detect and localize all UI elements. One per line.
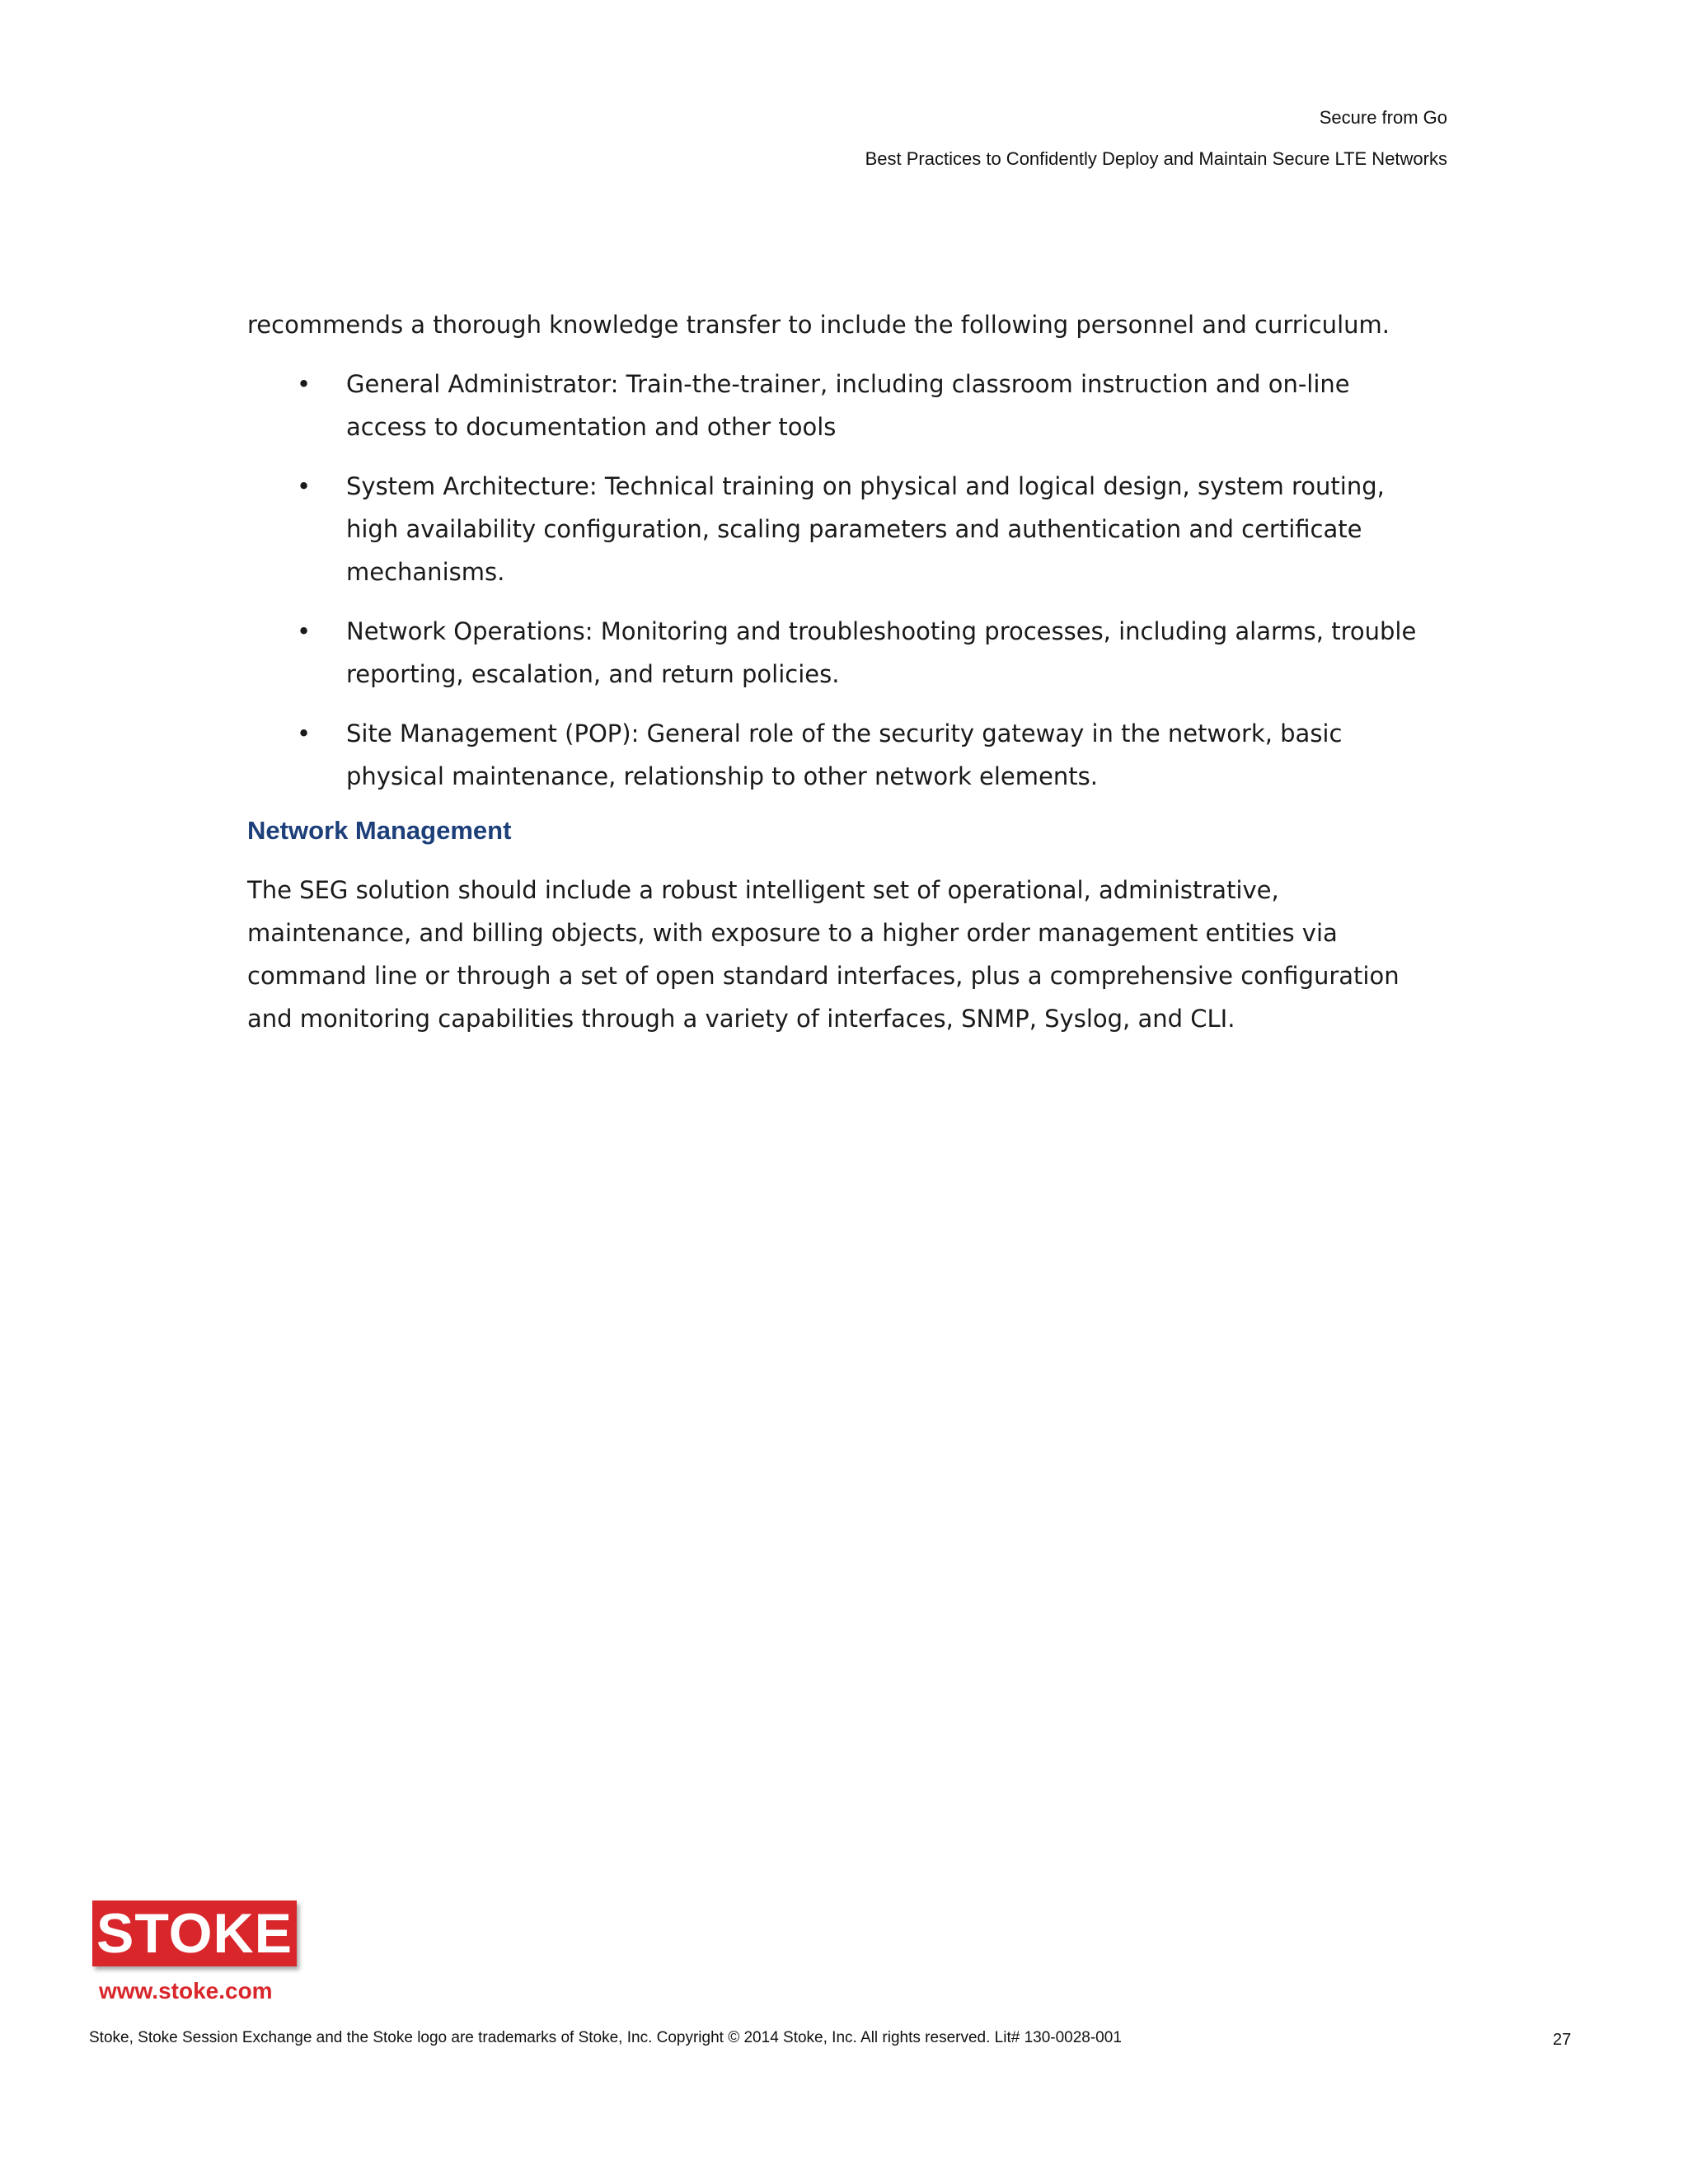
training-list bbox=[247, 363, 1434, 798]
stoke-logo bbox=[92, 1900, 297, 1966]
list-item bbox=[247, 610, 1434, 696]
bullet-icon: • bbox=[297, 472, 312, 500]
page-header bbox=[865, 109, 1447, 168]
section-paragraph: The SEG solution should include a robust intelligent set of operational, administrative, maintenance, and billing objects, with exposure to a higher order management entities via command line or through a set of open standard interfaces, plus a comprehensive configuration and monitoring capabilities through a variety of interfaces, SNMP, Syslog, and CLI. bbox=[247, 876, 1400, 1033]
logo-text: STOKE bbox=[96, 1902, 293, 1965]
list-item-text: General Administrator: Train-the-trainer, including classroom instruction and on-line access to documentation and other tools bbox=[346, 370, 1350, 441]
header-subtitle: Best Practices to Confidently Deploy and Maintain Secure LTE Networks bbox=[865, 148, 1447, 169]
list-item bbox=[247, 712, 1434, 798]
header-title: Secure from Go bbox=[1319, 107, 1447, 128]
list-item-text: Site Management (POP): General role of the security gateway in the network, basic physical maintenance, relationship to other network elements. bbox=[346, 719, 1343, 790]
intro-paragraph: recommends a thorough knowledge transfer to include the following personnel and curriculum. bbox=[247, 311, 1390, 339]
bullet-icon: • bbox=[297, 719, 312, 748]
page-number: 27 bbox=[1553, 2031, 1572, 2049]
list-item-text: Network Operations: Monitoring and troubleshooting processes, including alarms, trouble reporting, escalation, and return policies. bbox=[346, 617, 1417, 688]
website-link[interactable]: www.stoke.com bbox=[99, 1978, 273, 2004]
list-item bbox=[247, 363, 1434, 448]
legal-notice: Stoke, Stoke Session Exchange and the Stoke logo are trademarks of Stoke, Inc. Copyright © 2014 Stoke, Inc. All rights reserved. Lit# 130-0028-001 bbox=[89, 2029, 1122, 2046]
section-heading: Network Management bbox=[247, 816, 512, 845]
list-item bbox=[247, 465, 1434, 593]
bullet-icon: • bbox=[297, 370, 312, 398]
bullet-icon: • bbox=[297, 617, 312, 645]
list-item-text: System Architecture: Technical training on physical and logical design, system routing, high availability configuration, scaling parameters and authentication and certificate mechanisms. bbox=[346, 472, 1385, 586]
document-body bbox=[247, 303, 1434, 1040]
